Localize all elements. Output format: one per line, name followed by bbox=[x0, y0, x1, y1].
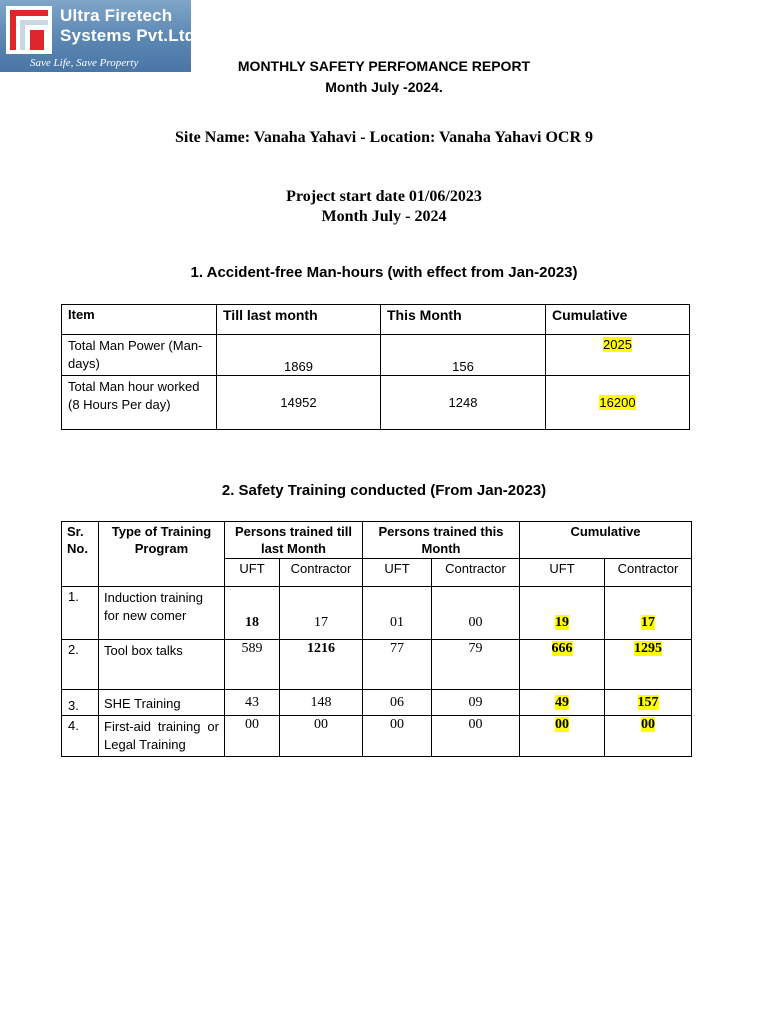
table-row bbox=[62, 690, 692, 716]
company-tagline: Save Life, Save Property bbox=[30, 57, 139, 69]
safety-training-table bbox=[61, 521, 692, 757]
report-month: Month July -2024. bbox=[325, 79, 443, 95]
row-cum-uft: 666 bbox=[551, 641, 573, 656]
row-this-uft: 77 bbox=[363, 640, 432, 690]
row-last-contractor: 17 bbox=[280, 587, 363, 640]
row-cum-uft: 00 bbox=[555, 717, 569, 732]
row-this-month: 156 bbox=[381, 335, 546, 376]
row-training-type: First-aid training or Legal Training bbox=[99, 716, 225, 757]
header-trained-till-last-month: Persons trained till last Month bbox=[225, 522, 363, 559]
row-last-uft: 43 bbox=[225, 690, 280, 716]
header-this-month: This Month bbox=[381, 305, 546, 335]
row-training-type: Tool box talks bbox=[99, 640, 225, 690]
row-training-type: SHE Training bbox=[99, 690, 225, 716]
row-cum-contractor: 00 bbox=[641, 717, 655, 732]
site-name-line: Site Name: Vanaha Yahavi - Location: Vanaha Yahavi OCR 9 bbox=[175, 129, 593, 146]
row-this-month: 1248 bbox=[381, 376, 546, 430]
subheader-uft: UFT bbox=[363, 559, 432, 587]
table-row bbox=[62, 376, 690, 430]
subheader-contractor: Contractor bbox=[432, 559, 520, 587]
header-item: Item bbox=[62, 305, 217, 335]
row-cum-uft: 49 bbox=[555, 695, 569, 710]
section1-heading: 1. Accident-free Man-hours (with effect from Jan-2023) bbox=[190, 264, 578, 281]
table-row bbox=[62, 587, 692, 640]
row-last-uft: 00 bbox=[225, 716, 280, 757]
company-name-line1: Ultra Firetech bbox=[60, 6, 173, 25]
row-this-uft: 01 bbox=[363, 587, 432, 640]
row-this-contractor: 09 bbox=[432, 690, 520, 716]
ultra-firetech-logo-icon bbox=[6, 6, 52, 54]
row-cum-contractor: 17 bbox=[641, 615, 655, 630]
table-header-row bbox=[62, 522, 692, 559]
row-cumulative: 2025 bbox=[603, 337, 632, 352]
table-header-row bbox=[62, 305, 690, 335]
project-start-date: Project start date 01/06/2023 bbox=[286, 188, 482, 205]
table-row bbox=[62, 640, 692, 690]
header-trained-this-month: Persons trained this Month bbox=[363, 522, 520, 559]
row-this-uft: 00 bbox=[363, 716, 432, 757]
row-this-contractor: 00 bbox=[432, 716, 520, 757]
header-cumulative: Cumulative bbox=[520, 522, 692, 559]
row-sr-no: 1. bbox=[62, 587, 99, 640]
row-cumulative: 16200 bbox=[599, 395, 636, 410]
header-training-type: Type of Training Program bbox=[99, 522, 225, 587]
header-cumulative: Cumulative bbox=[546, 305, 690, 335]
row-this-contractor: 79 bbox=[432, 640, 520, 690]
row-till-last: 14952 bbox=[217, 376, 381, 430]
row-cum-contractor: 157 bbox=[637, 695, 659, 710]
section2-heading: 2. Safety Training conducted (From Jan-2023) bbox=[221, 482, 547, 499]
row-last-contractor: 00 bbox=[280, 716, 363, 757]
row-last-uft: 589 bbox=[225, 640, 280, 690]
row-this-contractor: 00 bbox=[432, 587, 520, 640]
header-sr-no: Sr. No. bbox=[62, 522, 99, 587]
row-item: Total Man hour worked (8 Hours Per day) bbox=[62, 376, 217, 430]
row-last-contractor: 1216 bbox=[280, 640, 363, 690]
table-row bbox=[62, 716, 692, 757]
row-last-uft: 18 bbox=[225, 587, 280, 640]
report-month-serif: Month July - 2024 bbox=[321, 208, 447, 225]
row-this-uft: 06 bbox=[363, 690, 432, 716]
row-item: Total Man Power (Man-days) bbox=[62, 335, 217, 376]
row-till-last: 1869 bbox=[217, 335, 381, 376]
company-name-line2: Systems Pvt.Ltd. bbox=[60, 26, 201, 45]
row-cum-contractor: 1295 bbox=[634, 641, 662, 656]
header-till-last-month: Till last month bbox=[217, 305, 381, 335]
row-last-contractor: 148 bbox=[280, 690, 363, 716]
subheader-uft: UFT bbox=[225, 559, 280, 587]
row-training-type: Induction training for new comer bbox=[99, 587, 225, 640]
row-cum-uft: 19 bbox=[555, 615, 569, 630]
subheader-contractor: Contractor bbox=[280, 559, 363, 587]
subheader-contractor: Contractor bbox=[605, 559, 692, 587]
subheader-uft: UFT bbox=[520, 559, 605, 587]
report-title: MONTHLY SAFETY PERFOMANCE REPORT bbox=[237, 58, 531, 74]
table-row bbox=[62, 335, 690, 376]
row-sr-no: 3. bbox=[62, 690, 99, 716]
man-hours-table bbox=[61, 304, 690, 430]
row-sr-no: 4. bbox=[62, 716, 99, 757]
row-sr-no: 2. bbox=[62, 640, 99, 690]
